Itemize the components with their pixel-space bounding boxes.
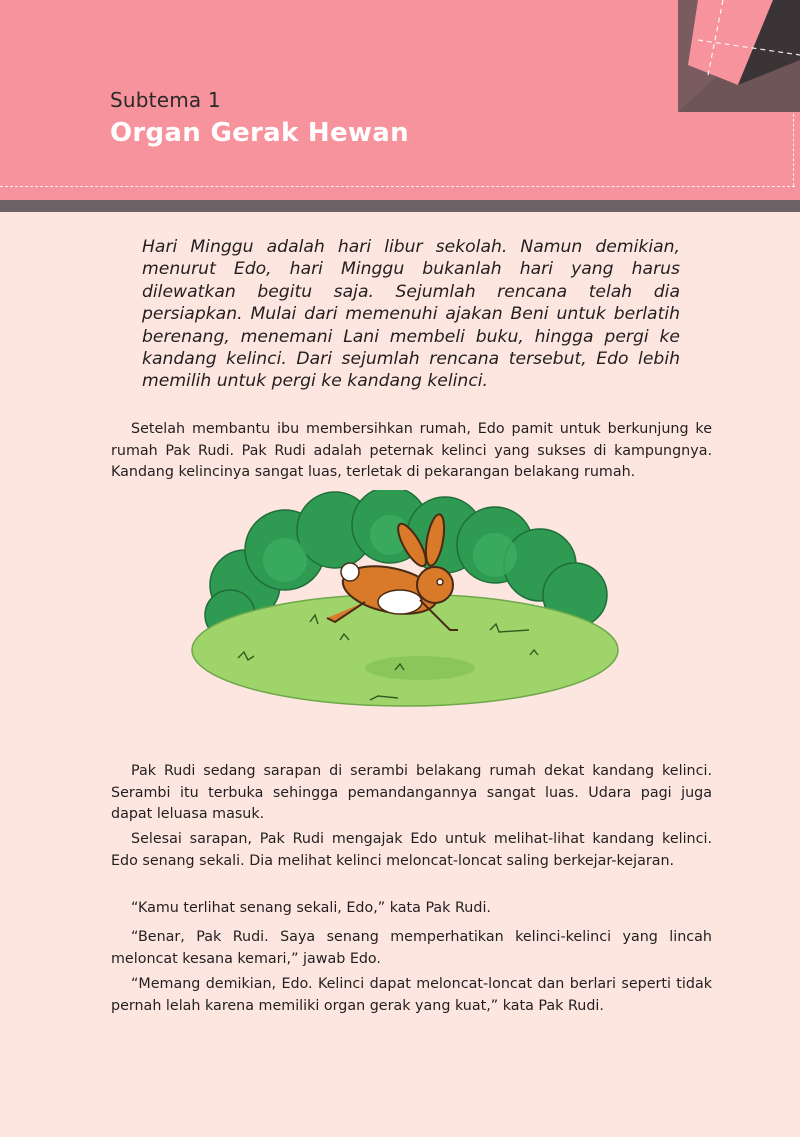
dialogue-paragraph: “Memang demikian, Edo. Kelinci dapat meloncat-loncat dan berlari seperti tidak pernah lelah karena memiliki organ gerak yang kuat,” kata Pak Rudi. — [111, 976, 712, 1014]
story-paragraph: Pak Rudi sedang sarapan di serambi belakang rumah dekat kandang kelinci. Serambi itu terbuka sehingga pemandangannya sangat luas. Udara pagi juga dapat leluasa masuk. — [111, 763, 712, 822]
story-paragraph: Setelah membantu ibu membersihkan rumah, Edo pamit untuk berkunjung ke rumah Pak Rudi. Pak Rudi adalah peternak kelinci yang sukses di kampungnya. Kandang kelincinya sangat luas, terletak di pekarangan belakang rumah. — [111, 421, 712, 480]
rabbit-illustration — [190, 490, 620, 710]
story-paragraph: Selesai sarapan, Pak Rudi mengajak Edo untuk melihat-lihat kandang kelinci. Edo senang sekali. Dia melihat kelinci meloncat-loncat saling berkejar-kejaran. — [111, 831, 712, 869]
intro-paragraph: Hari Minggu adalah hari libur sekolah. Namun demikian, menurut Edo, hari Minggu bukanlah hari yang harus dilewatkan begitu saja. Sejumlah rencana telah dia persiapkan. Mulai dari memenuhi ajakan Beni untuk berlatih berenang, menemani Lani membeli buku, hingga pergi ke kandang kelinci. Dari sejumlah rencana tersebut, Edo lebih memilih untuk pergi ke kandang kelinci. — [142, 237, 680, 392]
subtheme-label: Subtema 1 — [110, 88, 221, 112]
dialogue-paragraph: “Kamu terlihat senang sekali, Edo,” kata Pak Rudi. — [131, 900, 491, 916]
page-title: Organ Gerak Hewan — [110, 118, 409, 148]
header-dashed-line — [0, 186, 795, 187]
folded-corner-icon — [678, 0, 800, 112]
dialogue-paragraph: “Benar, Pak Rudi. Saya senang memperhatikan kelinci-kelinci yang lincah meloncat kesana kemari,” jawab Edo. — [111, 929, 712, 967]
header-stripe — [0, 200, 800, 212]
